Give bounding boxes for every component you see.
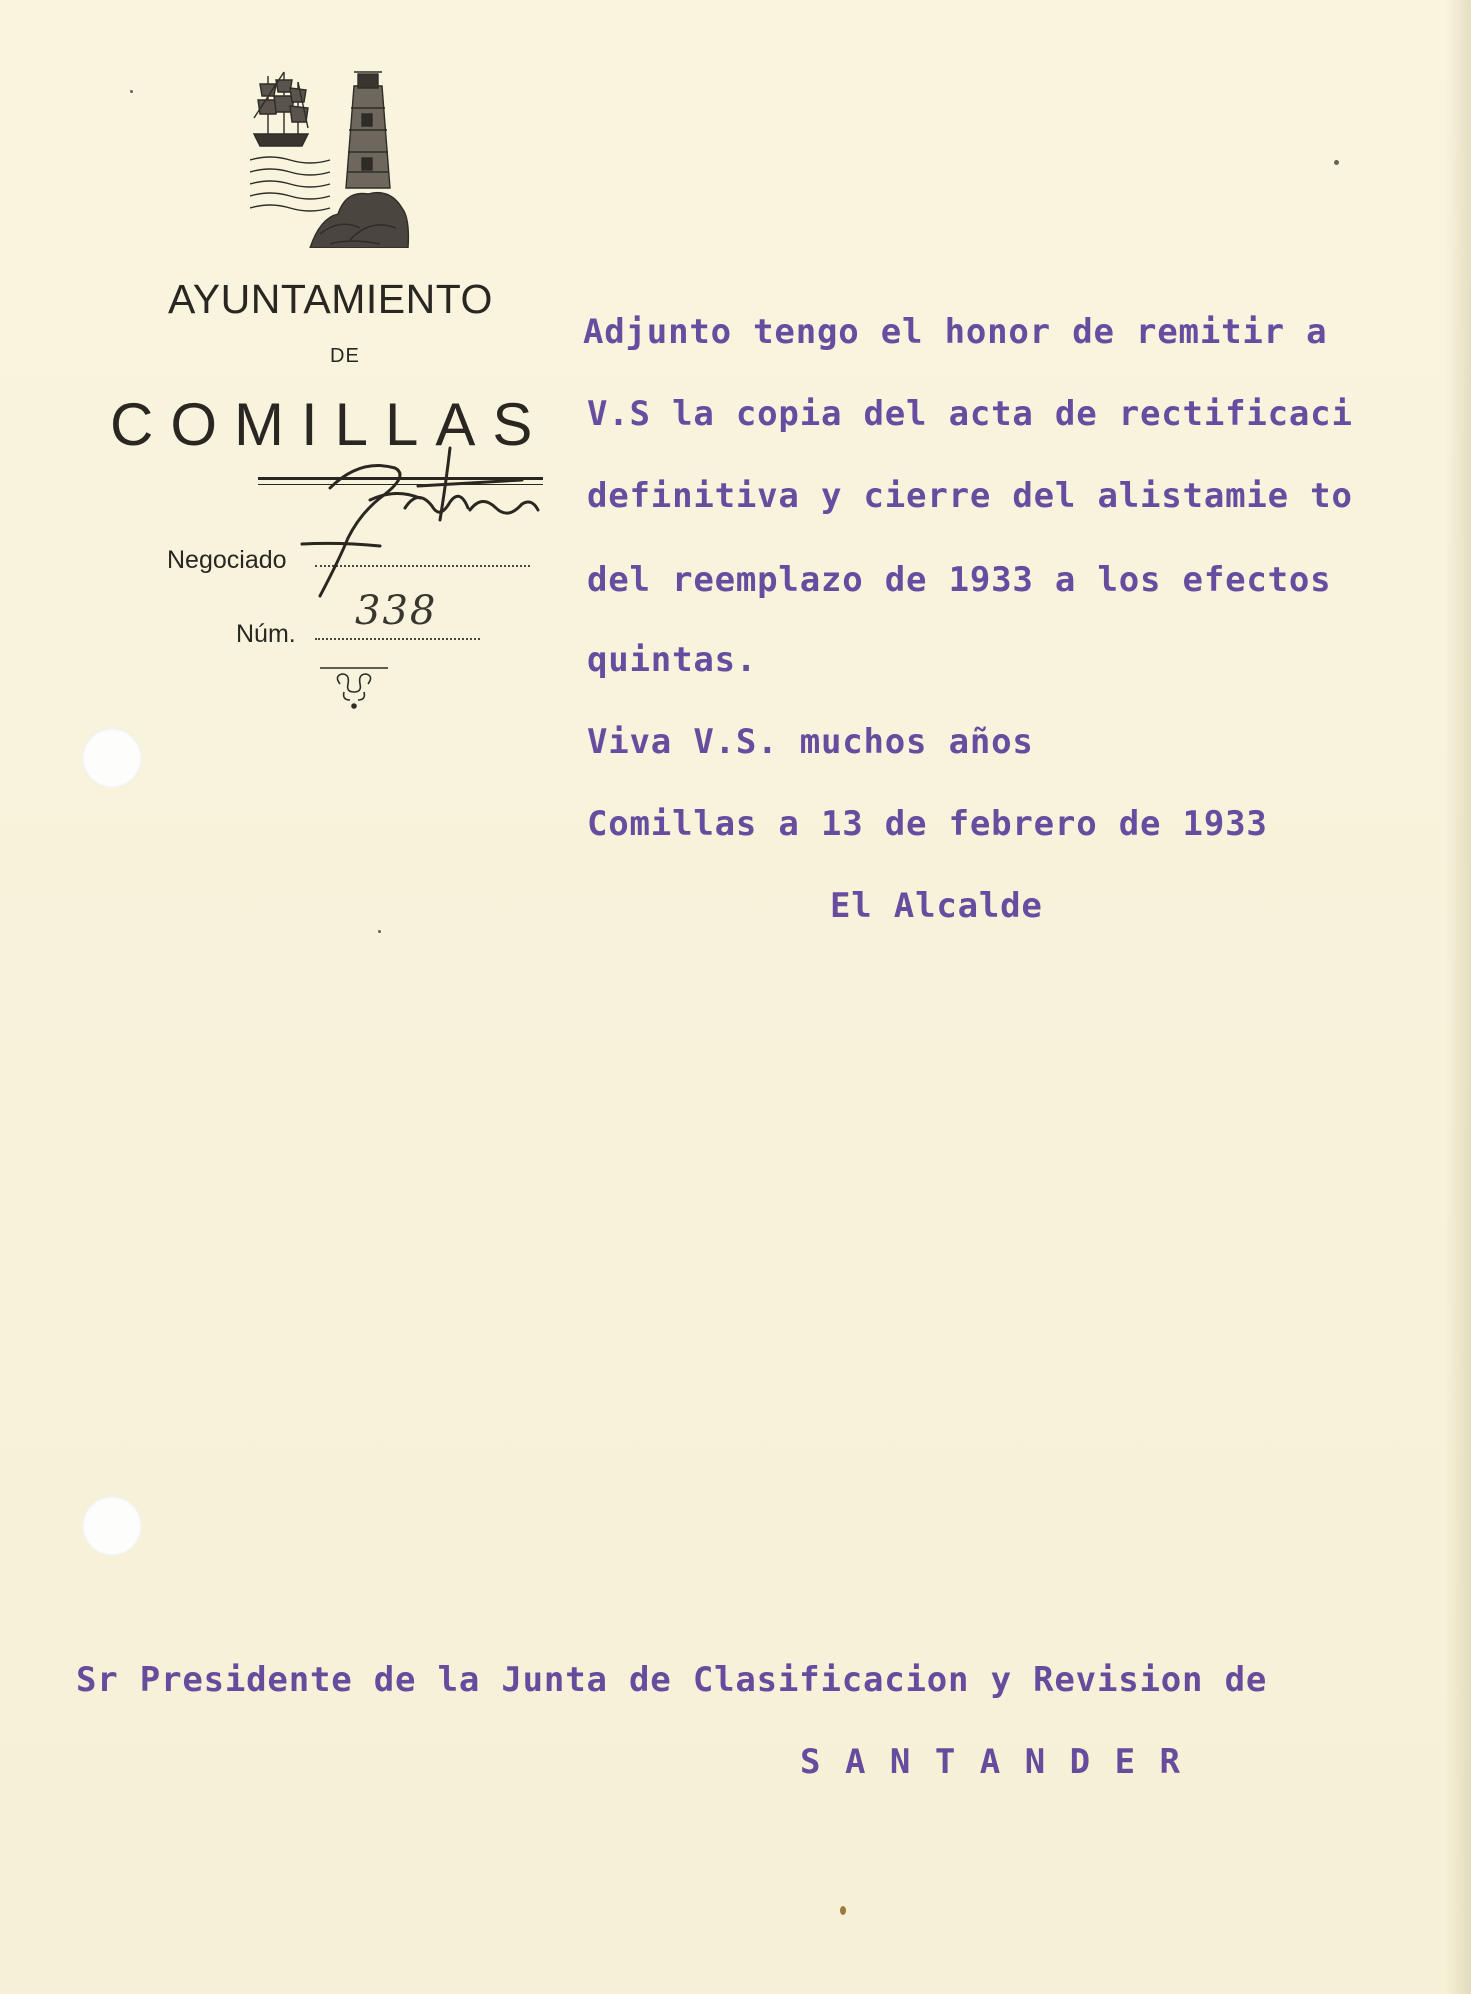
negociado-label: Negociado — [167, 546, 287, 574]
punch-hole-top — [82, 728, 142, 788]
num-label: Núm. — [236, 620, 296, 648]
paper-speck — [840, 1906, 846, 1915]
ornament-flourish-icon — [320, 662, 388, 712]
paper-edge — [1445, 0, 1471, 1994]
body-line-3: definitiva y cierre del alistamie to — [587, 476, 1353, 516]
paper-speck — [1334, 160, 1339, 165]
signer-title: El Alcalde — [830, 886, 1043, 926]
closing-line: Viva V.S. muchos años — [587, 722, 1034, 762]
body-line-4: del reemplazo de 1933 a los efectos — [587, 560, 1332, 600]
place-date-line: Comillas a 13 de febrero de 1933 — [587, 804, 1268, 844]
punch-hole-bottom — [82, 1496, 142, 1556]
body-line-1: Adjunto tengo el honor de remitir a — [583, 312, 1328, 352]
lighthouse-ship-emblem-icon — [250, 68, 410, 248]
handwritten-signature-icon — [300, 428, 590, 598]
body-line-5: quintas. — [587, 640, 758, 680]
num-dotted-line — [315, 638, 480, 640]
reference-number: 338 — [355, 588, 438, 634]
letterhead-title: AYUNTAMIENTO — [168, 276, 493, 322]
paper-speck — [130, 90, 133, 93]
letterhead-preposition: DE — [330, 345, 360, 367]
body-line-2: V.S la copia del acta de rectificaci — [587, 394, 1353, 434]
letterhead-town: COMILLAS — [110, 391, 550, 458]
addressee-line: Sr Presidente de la Junta de Clasificacion y Revision de — [76, 1660, 1268, 1700]
paper-speck — [378, 930, 381, 933]
addressee-city: S A N T A N D E R — [800, 1742, 1182, 1782]
